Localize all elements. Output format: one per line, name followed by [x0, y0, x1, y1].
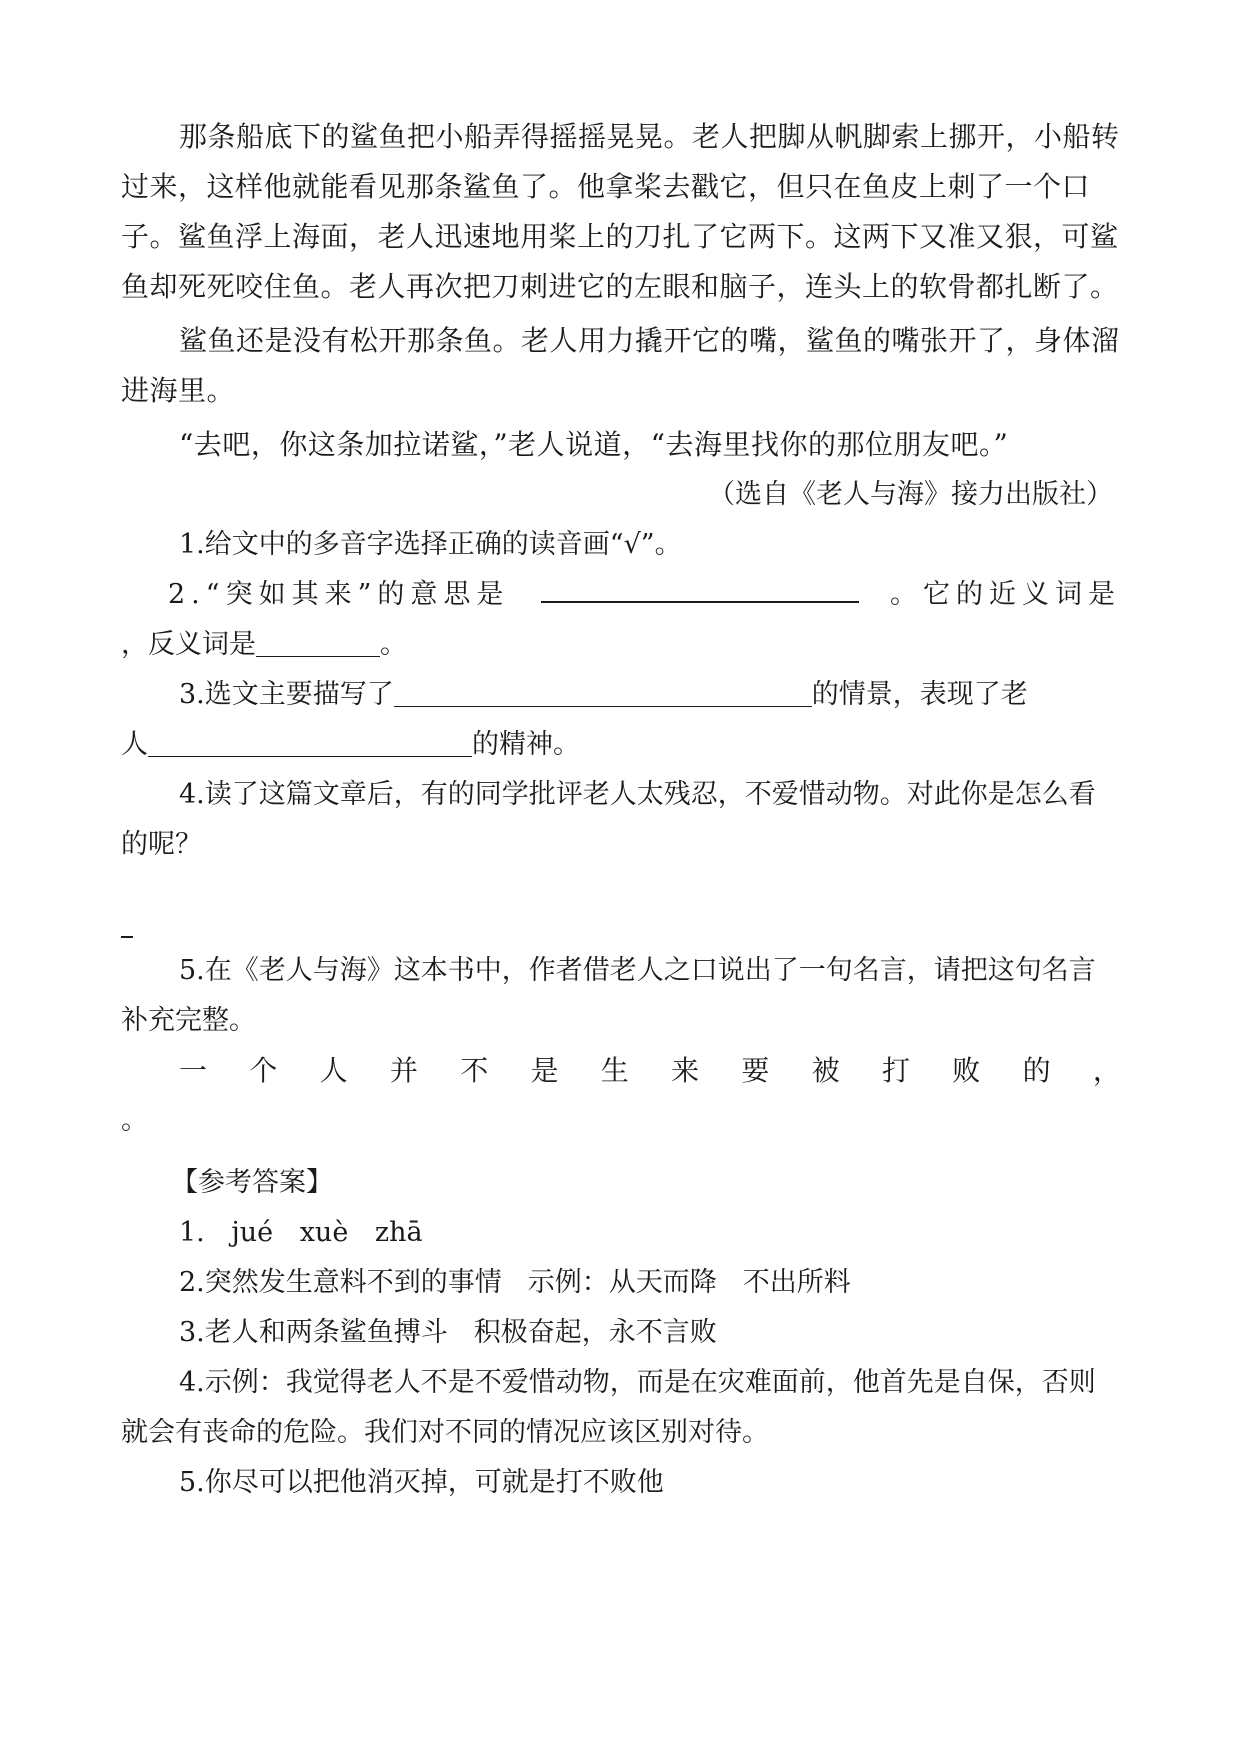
answer-1-pinyin-2: xuè [299, 1217, 349, 1248]
question-2-mid: 。它的近义词是 [890, 579, 1121, 610]
motto-char: 败 [952, 1054, 981, 1087]
answer-2-meaning: 2.突然发生意料不到的事情 [179, 1267, 502, 1298]
motto-char: 并 [389, 1054, 418, 1087]
question-3-line2-prefix: 人 [121, 729, 148, 760]
question-5: 5.在《老人与海》这本书中，作者借老人之口说出了一句名言，请把这句名言补充完整。 [121, 955, 1096, 1036]
answer-3-spirit: 积极奋起，永不言败 [473, 1317, 717, 1348]
motto-char: ， [1092, 1054, 1121, 1087]
answer-3 [121, 1308, 1121, 1358]
question-4-answer-space[interactable] [121, 870, 1121, 946]
document-page [121, 112, 1121, 1508]
motto-char: 来 [671, 1054, 700, 1087]
motto-char: 打 [881, 1054, 910, 1087]
motto-char: 是 [530, 1054, 559, 1087]
answer-2-example: 示例：从天而降 [527, 1267, 717, 1298]
motto-char: 的 [1022, 1054, 1051, 1087]
answer-5: 5.你尽可以把他消灭掉，可就是打不败他 [179, 1467, 664, 1498]
passage-paragraph-2: 鲨鱼还是没有松开那条鱼。老人用力撬开它的嘴，鲨鱼的嘴张开了，身体溜进海里。 [121, 324, 1120, 407]
question-4: 4.读了这篇文章后，有的同学批评老人太残忍，不爱惜动物。对此你是怎么看的呢？ [121, 779, 1096, 860]
question-2-prefix: 2.“突如其来”的意思是 [168, 579, 510, 610]
motto-char: 人 [319, 1054, 348, 1087]
answer-2 [121, 1258, 1121, 1308]
question-3-line-1 [121, 670, 1121, 720]
answer-1-num: 1. [179, 1217, 205, 1248]
question-3-prefix: 3.选文主要描写了 [179, 679, 394, 710]
answer-3-scene: 3.老人和两条鲨鱼搏斗 [179, 1317, 448, 1348]
question-3-line2-suffix: 的精神。 [472, 729, 580, 760]
motto-char: 个 [249, 1054, 278, 1087]
answer-1-pinyin-1: jué [231, 1217, 274, 1248]
answer-4: 4.示例：我觉得老人不是不爱惜动物，而是在灾难面前，他首先是自保，否则就会有丧命的危险。我们对不同的情况应该区别对待。 [121, 1367, 1096, 1448]
answer-line-mark [121, 936, 133, 938]
passage-paragraph-1: 那条船底下的鲨鱼把小船弄得摇摇晃晃。老人把脚从帆脚索上挪开，小船转过来，这样他就能看见那条鲨鱼了。他拿桨去戳它，但只在鱼皮上刺了一个口子。鲨鱼浮上海面，老人迅速地用桨上的刀扎了它两下。这两下又准又狠，可鲨鱼却死死咬住鱼。老人再次把刀刺进它的左眼和脑子，连头上的软骨都扎断了。 [121, 120, 1120, 303]
question-2-antonym-blank[interactable] [256, 626, 380, 657]
answer-heading: 【参考答案】 [171, 1167, 333, 1198]
question-2-line-1 [121, 570, 1121, 620]
passage-paragraph-3: “去吧，你这条加拉诺鲨，”老人说道，“去海里找你的那位朋友吧。” [179, 428, 1009, 461]
motto-char: 生 [600, 1054, 629, 1087]
question-3-mid: 的情景，表现了老 [811, 679, 1028, 710]
question-2-line2-prefix: ，反义词是 [121, 629, 256, 660]
motto-char: 要 [741, 1054, 770, 1087]
question-2-meaning-blank[interactable] [541, 571, 859, 603]
question-1: 1.给文中的多音字选择正确的读音画“√”。 [179, 529, 682, 560]
motto-char: 被 [811, 1054, 840, 1087]
question-2-line-2 [121, 620, 1121, 670]
motto-line [121, 1046, 1121, 1096]
answer-1 [121, 1208, 1121, 1258]
motto-char: 一 [179, 1054, 208, 1087]
passage-source: （选自《老人与海》接力出版社） [708, 479, 1113, 510]
answer-1-pinyin-3: zhā [374, 1217, 423, 1248]
question-3-line-2 [121, 720, 1121, 770]
question-3-scene-blank[interactable] [394, 676, 812, 707]
motto-char: 不 [460, 1054, 489, 1087]
motto-end: 。 [121, 1105, 148, 1136]
question-2-line2-suffix: 。 [380, 629, 407, 660]
question-3-spirit-blank[interactable] [148, 726, 472, 757]
answer-2-example-2: 不出所料 [742, 1267, 851, 1298]
